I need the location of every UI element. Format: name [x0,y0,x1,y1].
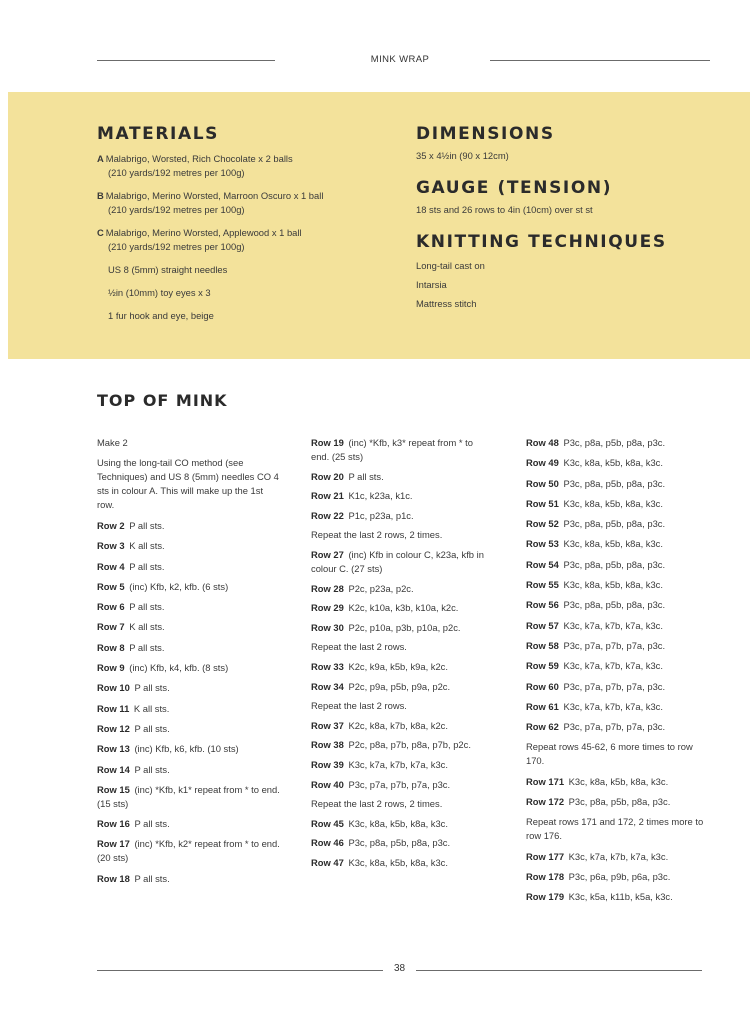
row-number: Row 40 [311,778,344,790]
row-instruction: (inc) Kfb, k6, kfb. (10 sts) [134,743,239,755]
technique-item: Mattress stitch [416,298,477,309]
row-number: Row 57 [526,619,559,631]
running-title: MINK WRAP [370,54,430,65]
row-instruction: P2c, p10a, p3b, p10a, p2c. [348,621,461,633]
row-instruction: K3c, k8a, k5b, k8a, k3c. [348,817,448,829]
pattern-row [526,700,711,714]
row-number: Row 13 [97,743,130,755]
row-number: Row 55 [526,579,559,591]
pattern-row [311,836,491,850]
row-instruction: P3c, p7a, p7b, p7a, p3c. [563,721,666,733]
row-instruction: P all sts. [348,470,384,482]
pattern-row [526,850,711,864]
pattern-row [311,509,491,523]
row-instruction: K3c, k7a, k7b, k7a, k3c. [563,660,663,672]
header-rule-left [97,60,275,61]
yarn-item [97,226,367,254]
pattern-row [311,719,491,733]
pattern-row [311,436,491,464]
pattern-row [311,601,491,615]
row-instruction: (inc) Kfb, k4, kfb. (8 sts) [129,662,229,674]
row-number: Row 49 [526,457,559,469]
yarn-weight: (210 yards/192 metres per 100g) [108,204,245,215]
row-number: Row 51 [526,497,559,509]
pattern-row [311,680,491,694]
material-toy-eyes: ½in (10mm) toy eyes x 3 [108,287,211,298]
row-number: Row 27 [311,548,344,560]
pattern-row [526,639,711,653]
pattern-row [97,817,282,831]
row-instruction: P3c, p7a, p7b, p7a, p3c. [563,639,666,651]
pattern-row [311,856,491,870]
materials-heading: MATERIALS [97,124,220,144]
row-number: Row 37 [311,719,344,731]
row-number: Row 17 [97,838,130,850]
row-number: Row 38 [311,739,344,751]
row-number: Row 39 [311,758,344,770]
pattern-row [526,578,711,592]
row-number: Row 29 [311,602,344,614]
row-number: Row 61 [526,700,559,712]
repeat-note [311,699,491,713]
yarn-letter: B [97,190,104,201]
yarn-item [97,189,367,217]
pattern-row [97,600,282,614]
pattern-row [97,742,282,756]
row-instruction: P1c, p23a, p1c. [348,509,414,521]
gauge-heading: GAUGE (TENSION) [416,178,613,198]
technique-item: Long-tail cast on [416,260,485,271]
pattern-row [97,837,282,865]
row-number: Row 172 [526,796,565,808]
row-instruction: P3c, p8a, p5b, p8a, p3c. [563,437,666,448]
yarn-name: Malabrigo, Merino Worsted, Marroon Oscuro x 1 ball [105,190,324,201]
row-instruction: P3c, p8a, p5b, p8a, p3c. [563,599,666,611]
row-number: Row 177 [526,850,565,862]
row-instruction: P all sts. [134,722,170,734]
pattern-row [97,539,282,553]
yarn-name: Malabrigo, Merino Worsted, Applewood x 1 ball [105,227,302,238]
pattern-row [97,872,282,886]
row-instruction: P all sts. [129,601,165,613]
row-instruction: K2c, k10a, k3b, k10a, k2c. [348,602,459,614]
row-instruction: Repeat rows 171 and 172, 2 times more to row 176. [526,816,704,842]
row-instruction: P2c, p23a, p2c. [348,582,414,594]
row-number: Row 60 [526,680,559,692]
row-number: Row 10 [97,682,130,694]
pattern-row [311,758,491,772]
pattern-row [526,890,711,904]
pattern-column-1 [97,436,282,892]
row-number: Row 6 [97,601,125,613]
row-instruction: (inc) *Kfb, k3* repeat from * to end. (25 sts) [311,437,473,462]
pattern-row [311,778,491,792]
row-number: Row 33 [311,660,344,672]
row-number: Row 62 [526,721,559,733]
pattern-row [97,560,282,574]
row-number: Row 9 [97,662,125,674]
repeat-note [311,640,491,654]
technique-item: Intarsia [416,279,447,290]
header-rule-right [490,60,710,61]
pattern-column-3 [526,436,711,911]
pattern-row [311,621,491,635]
pattern-row [97,783,282,811]
pattern-row [97,641,282,655]
pattern-row [526,720,711,734]
pattern-row [526,477,711,491]
row-instruction: P2c, p9a, p5b, p9a, p2c. [348,680,451,692]
pattern-row [526,619,711,633]
dimensions-heading: DIMENSIONS [416,124,555,144]
row-instruction: P all sts. [129,641,165,653]
row-number: Row 3 [97,540,125,552]
pattern-row [311,582,491,596]
pattern-row [311,738,491,752]
pattern-row [526,795,711,809]
row-instruction: P3c, p8a, p5b, p8a, p3c. [348,837,451,849]
row-instruction: Repeat the last 2 rows, 2 times. [311,798,443,810]
pattern-row [526,680,711,694]
row-instruction: K3c, k8a, k5b, k8a, k3c. [568,775,669,787]
row-instruction: K all sts. [133,702,170,714]
row-instruction: K3c, k7a, k7b, k7a, k3c. [348,758,448,770]
row-instruction: P all sts. [129,520,165,531]
row-instruction: K3c, k8a, k5b, k8a, k3c. [563,497,663,509]
pattern-row [526,497,711,511]
pattern-row [97,722,282,736]
row-instruction: K3c, k7a, k7b, k7a, k3c. [568,850,669,862]
row-instruction: P3c, p8a, p5b, p8a, p3c. [568,796,671,808]
row-instruction: Repeat rows 45-62, 6 more times to row 170. [526,741,693,767]
gauge-text: 18 sts and 26 rows to 4in (10cm) over st st [416,204,593,215]
pattern-row [311,470,491,484]
row-number: Row 179 [526,891,565,903]
row-instruction: P all sts. [134,818,170,830]
pattern-row [526,775,711,789]
row-instruction: Repeat the last 2 rows. [311,700,407,712]
row-number: Row 52 [526,518,559,530]
footer-rule-left [97,970,383,971]
pattern-row [97,620,282,634]
yarn-letter: A [97,153,104,164]
row-instruction: P all sts. [134,682,170,694]
row-instruction: K3c, k7a, k7b, k7a, k3c. [563,700,663,712]
row-instruction: P2c, p8a, p7b, p8a, p7b, p2c. [348,739,471,751]
row-instruction: P all sts. [129,560,165,572]
pattern-row [311,817,491,831]
pattern-row [311,489,491,503]
row-instruction: K3c, k8a, k5b, k8a, k3c. [563,538,663,550]
section-title: TOP OF MINK [97,391,228,410]
pattern-row [97,580,282,594]
pattern-row [97,681,282,695]
pattern-row [311,660,491,674]
row-instruction: P all sts. [134,763,170,775]
yarn-letter: C [97,227,104,238]
row-instruction: (inc) Kfb in colour C, k23a, kfb in colour C. (27 sts) [311,548,484,574]
pattern-column-2 [311,436,491,875]
row-number: Row 45 [311,817,344,829]
row-instruction: K1c, k23a, k1c. [348,490,413,502]
row-instruction: (inc) *Kfb, k1* repeat from * to end. (15 sts) [97,783,280,809]
row-number: Row 30 [311,621,344,633]
row-number: Row 19 [311,437,344,448]
row-instruction: K2c, k9a, k5b, k9a, k2c. [348,660,448,672]
row-number: Row 14 [97,763,130,775]
repeat-note [526,740,711,768]
row-number: Row 46 [311,837,344,849]
row-number: Row 59 [526,660,559,672]
row-number: Row 50 [526,477,559,489]
row-number: Row 34 [311,680,344,692]
row-number: Row 53 [526,538,559,550]
row-instruction: P3c, p8a, p5b, p8a, p3c. [563,477,666,489]
row-instruction: P3c, p6a, p9b, p6a, p3c. [568,870,671,882]
row-instruction: P3c, p7a, p7b, p7a, p3c. [563,680,666,692]
page-number: 38 [393,963,406,974]
cast-on-instructions: Using the long-tail CO method (see Techniques) and US 8 (5mm) needles CO 4 sts in colour A. This will make up the 1st row. [97,457,279,510]
row-number: Row 58 [526,639,559,651]
yarn-name: Malabrigo, Worsted, Rich Chocolate x 2 balls [105,153,293,164]
row-number: Row 12 [97,722,130,734]
dimensions-text: 35 x 4½in (90 x 12cm) [416,150,509,161]
row-instruction: K all sts. [129,621,165,633]
material-hook-eye: 1 fur hook and eye, beige [108,310,214,321]
row-number: Row 47 [311,856,344,868]
row-instruction: K3c, k8a, k5b, k8a, k3c. [563,579,663,591]
row-number: Row 21 [311,490,344,502]
row-instruction: P3c, p8a, p5b, p8a, p3c. [563,518,666,530]
row-number: Row 11 [97,702,130,714]
row-number: Row 22 [311,509,344,521]
pattern-row [526,870,711,884]
row-instruction: K3c, k7a, k7b, k7a, k3c. [563,619,663,631]
pattern-row [97,519,282,533]
row-number: Row 7 [97,621,125,633]
row-number: Row 2 [97,520,125,531]
pattern-row [526,456,711,470]
pattern-row [97,702,282,716]
pattern-row [526,598,711,612]
row-instruction: (inc) Kfb, k2, kfb. (6 sts) [129,580,229,592]
yarn-item [97,152,367,180]
row-instruction: (inc) *Kfb, k2* repeat from * to end. (20 sts) [97,838,280,864]
pattern-row [97,661,282,675]
row-instruction: K3c, k5a, k11b, k5a, k3c. [568,891,673,903]
repeat-note [311,797,491,811]
pattern-row [526,517,711,531]
row-instruction: Repeat the last 2 rows. [311,641,407,653]
row-number: Row 4 [97,560,125,572]
row-instruction: K all sts. [129,540,165,552]
pattern-row [97,763,282,777]
row-number: Row 15 [97,783,130,795]
materials-list [97,152,367,332]
make-count: Make 2 [97,437,128,448]
row-number: Row 171 [526,775,565,787]
row-number: Row 5 [97,580,125,592]
row-number: Row 18 [97,872,130,884]
repeat-note [526,815,711,843]
row-instruction: P3c, p7a, p7b, p7a, p3c. [348,778,451,790]
row-number: Row 56 [526,599,559,611]
pattern-row [526,537,711,551]
row-instruction: Repeat the last 2 rows, 2 times. [311,529,443,541]
row-number: Row 8 [97,641,125,653]
repeat-note [311,528,491,542]
row-instruction: K3c, k8a, k5b, k8a, k3c. [563,457,663,469]
techniques-list [416,256,485,313]
yarn-weight: (210 yards/192 metres per 100g) [108,167,245,178]
material-needles: US 8 (5mm) straight needles [108,264,228,275]
pattern-row [311,548,491,576]
row-instruction: K3c, k8a, k5b, k8a, k3c. [348,856,448,868]
row-number: Row 54 [526,558,559,570]
pattern-row [526,558,711,572]
yarn-weight: (210 yards/192 metres per 100g) [108,241,245,252]
row-number: Row 16 [97,818,130,830]
row-number: Row 20 [311,470,344,482]
row-instruction: P all sts. [134,872,170,884]
row-number: Row 28 [311,582,344,594]
pattern-row [526,659,711,673]
row-number: Row 48 [526,437,559,448]
row-instruction: K2c, k8a, k7b, k8a, k2c. [348,719,448,731]
techniques-heading: KNITTING TECHNIQUES [416,232,667,252]
row-instruction: P3c, p8a, p5b, p8a, p3c. [563,558,666,570]
footer-rule-right [416,970,702,971]
row-number: Row 178 [526,870,565,882]
pattern-row [526,436,711,450]
